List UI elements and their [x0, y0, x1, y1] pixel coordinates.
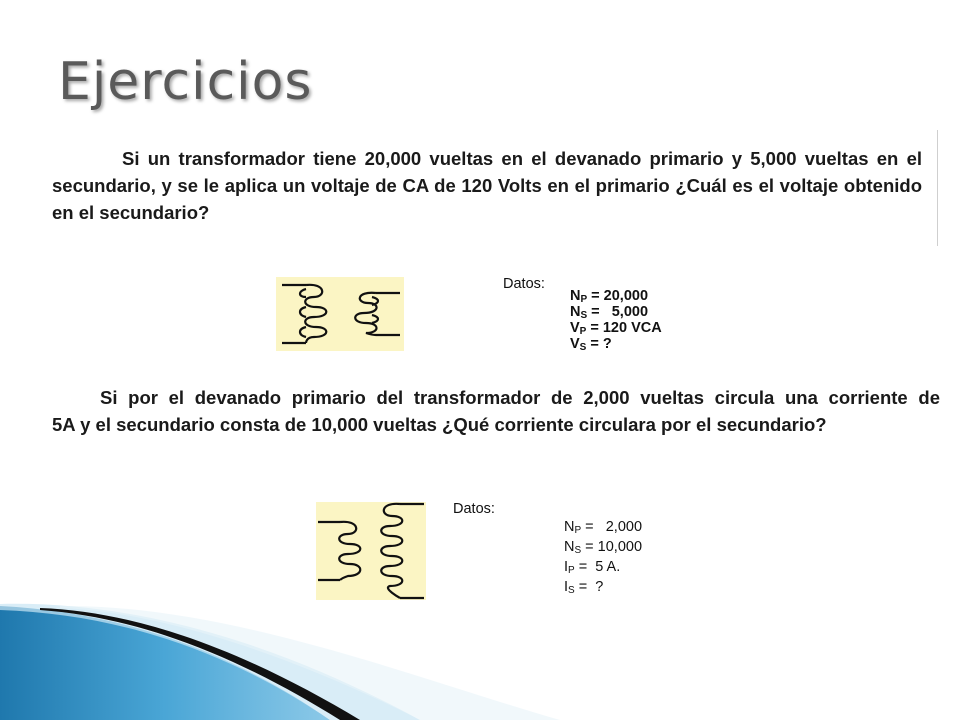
transformer-diagram-1 — [276, 277, 404, 351]
transformer-coil-icon — [316, 502, 426, 600]
exercise-1-text — [52, 145, 922, 226]
transformer-coil-icon — [276, 277, 404, 351]
exercise-2-data-list — [564, 519, 642, 599]
datos-label: Datos: — [503, 276, 545, 292]
data-is: $I_S$ = ? — [564, 579, 604, 596]
datos-label: Datos: — [453, 501, 495, 517]
data-ip: $I_P = 5$ A. — [564, 559, 621, 576]
data-vs: $V_S$ = ? — [570, 336, 612, 353]
exercise-1-data-list — [570, 290, 662, 354]
exercise-1-line-1: Si un transformador tiene 20,000 vueltas en el devanado primario y 5,000 vueltas en el — [122, 148, 922, 169]
exercise-1-line-3: en el secundario? — [52, 202, 210, 223]
data-vp: $V_P = 120$ VCA — [570, 320, 662, 337]
slide-title: Ejercicios — [58, 52, 313, 112]
text-box-edge — [937, 130, 938, 246]
data-np: $N_P = 20,000$ — [570, 288, 649, 305]
transformer-diagram-2 — [316, 502, 426, 600]
exercise-2-text — [52, 384, 940, 438]
data-ns: $N_S = 5,000$ — [570, 304, 649, 321]
exercise-1-line-2: secundario, y se le aplica un voltaje de CA de 120 Volts en el primario ¿Cuál es el voltaje obtenido — [52, 175, 922, 196]
exercise-2-line-2: 5A y el secundario consta de 10,000 vueltas ¿Qué corriente circulara por el secundario? — [52, 414, 827, 435]
data-ns: $N_S = 10,000$ — [564, 539, 643, 556]
data-np: $N_P = 2,000$ — [564, 519, 643, 536]
exercise-2-line-1: Si por el devanado primario del transformador de 2,000 vueltas circula una corriente de — [100, 387, 940, 408]
